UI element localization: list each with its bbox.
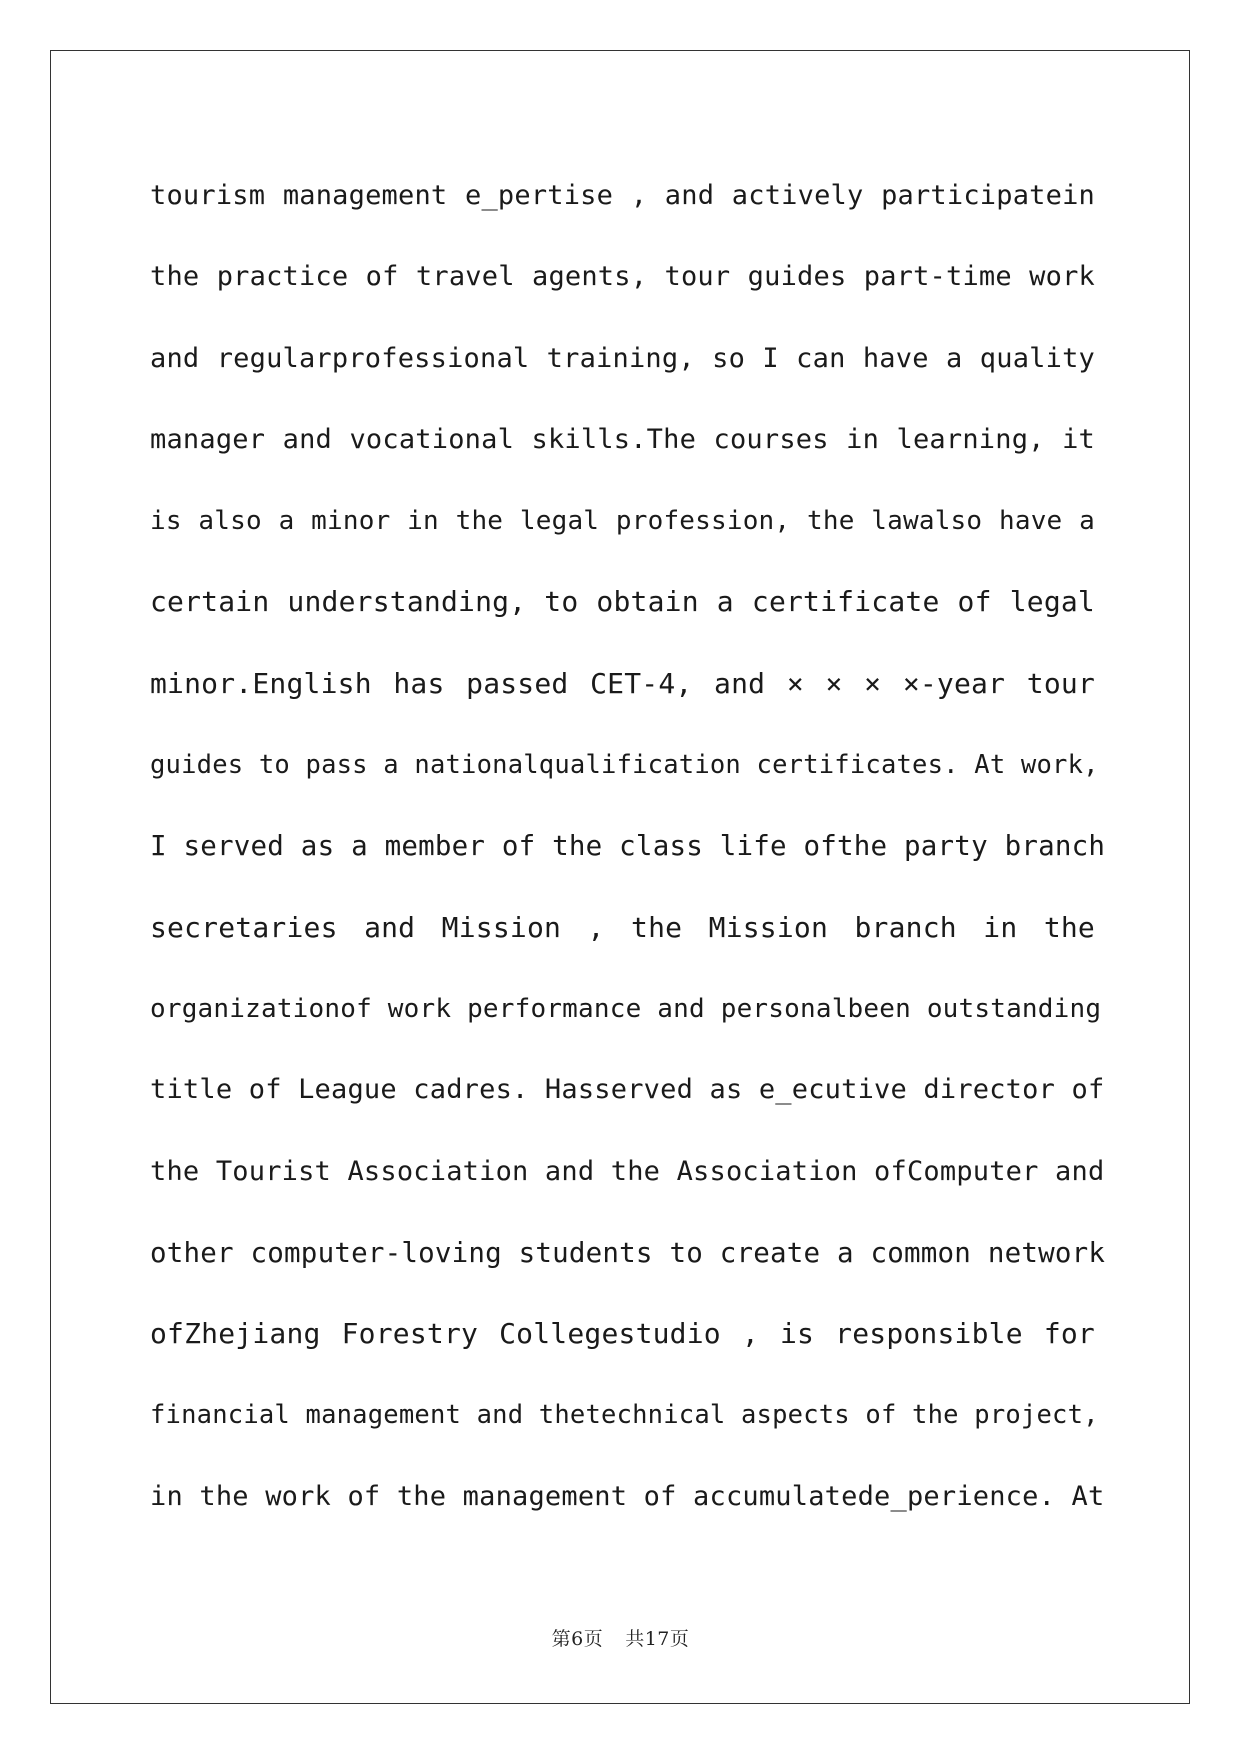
text-line: the practice of travel agents, tour guides part-time work xyxy=(150,261,1095,293)
text-line: the Tourist Association and the Association ofComputer and xyxy=(150,1155,1105,1187)
text-line: secretaries and Mission , the Mission branch in the xyxy=(150,910,1095,944)
text-line: in the work of the management of accumulatede_perience. At xyxy=(150,1480,1105,1512)
page-footer xyxy=(0,1624,1241,1651)
text-line: I served as a member of the class life ofthe party branch xyxy=(150,830,1106,863)
text-line: certain understanding, to obtain a certificate of legal xyxy=(150,585,1095,619)
text-line: financial management and thetechnical aspects of the project, xyxy=(150,1400,1099,1431)
page-number-current: 第6页 xyxy=(551,1628,604,1650)
text-line: tourism management e_pertise , and actively participatein xyxy=(150,180,1095,211)
page-number-total: 共17页 xyxy=(625,1628,690,1650)
text-line: guides to pass a nationalqualification certificates. At work, xyxy=(150,750,1099,781)
text-line: and regularprofessional training, so I can have a quality xyxy=(150,342,1095,374)
text-line: minor.English has passed CET-4, and × × × ×-year tour xyxy=(150,666,1095,700)
text-line: other computer-loving students to create a common network xyxy=(150,1236,1106,1269)
document-body xyxy=(150,168,1106,1550)
text-line: title of League cadres. Hasserved as e_ecutive director of xyxy=(150,1074,1105,1106)
text-line: is also a minor in the legal profession, the lawalso have a xyxy=(150,506,1095,537)
text-line: ofZhejiang Forestry Collegestudio , is responsible for xyxy=(150,1317,1095,1351)
text-line: organizationof work performance and personalbeen outstanding xyxy=(150,993,1102,1024)
text-line: manager and vocational skills.The courses in learning, it xyxy=(150,423,1095,455)
